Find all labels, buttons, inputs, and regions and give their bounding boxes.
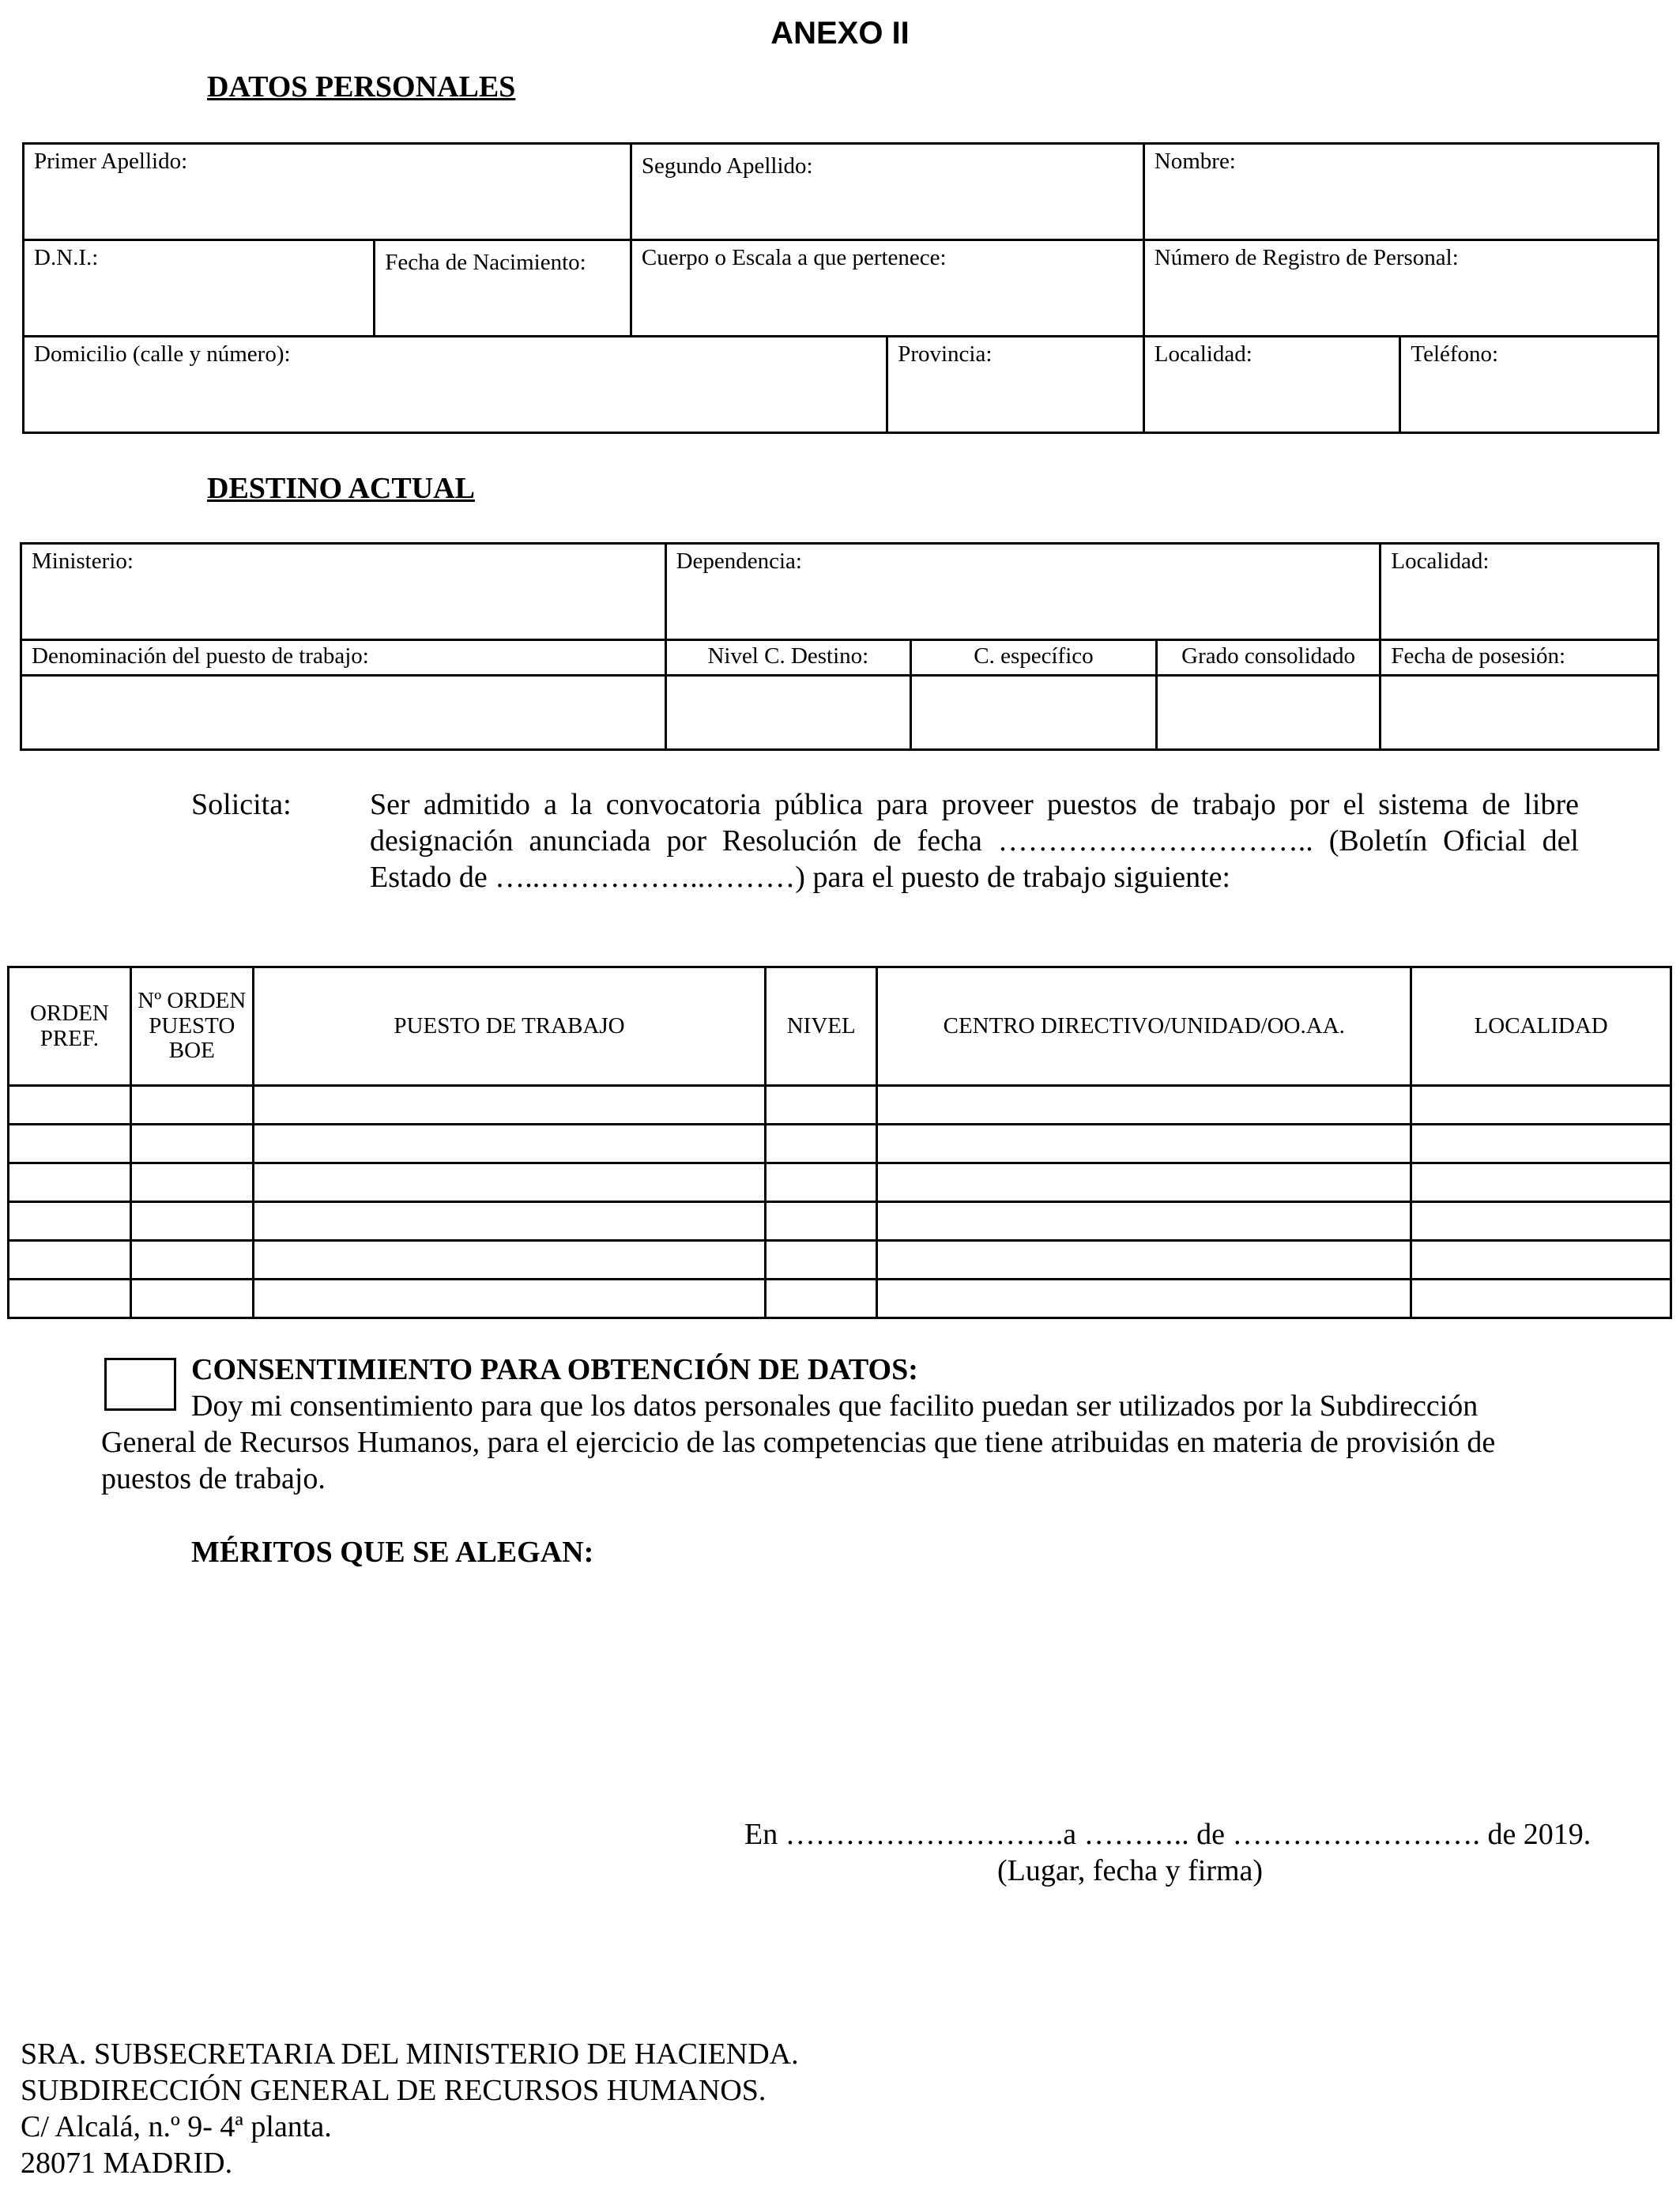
nombre-field[interactable] (1143, 144, 1658, 240)
table-cell[interactable] (1411, 1125, 1671, 1163)
table-cell[interactable] (1411, 1280, 1671, 1318)
table-cell[interactable] (766, 1241, 877, 1280)
table-cell[interactable] (253, 1163, 766, 1202)
table-cell[interactable] (130, 1280, 253, 1318)
fecha-nacimiento-field[interactable] (375, 240, 631, 337)
consentimiento-line-3: puestos de trabajo. (101, 1462, 326, 1495)
domicilio-field[interactable] (24, 337, 887, 433)
table-cell[interactable] (877, 1241, 1411, 1280)
datos-personales-heading: DATOS PERSONALES (207, 70, 516, 104)
solicita-line-3: Estado de …..……………..………) para el puesto de trabajo siguiente: (370, 861, 1231, 894)
destino-actual-heading: DESTINO ACTUAL (207, 472, 475, 505)
nrp-field[interactable] (1143, 240, 1658, 337)
destinatario-line-3: C/ Alcalá, n.º 9- 4ª planta. (21, 2110, 332, 2143)
header-orden-pref: ORDEN PREF. (9, 967, 131, 1086)
table-cell[interactable] (253, 1241, 766, 1280)
telefono-field[interactable] (1400, 337, 1659, 433)
solicita-label: Solicita: (191, 788, 292, 821)
table-row (9, 1163, 1671, 1202)
consentimiento-heading: CONSENTIMIENTO PARA OBTENCIÓN DE DATOS: (191, 1353, 918, 1386)
telefono-label: Teléfono: (1411, 341, 1499, 367)
table-cell[interactable] (9, 1280, 131, 1318)
table-cell[interactable] (877, 1125, 1411, 1163)
firma-caption: (Lugar, fecha y firma) (997, 1854, 1264, 1887)
nrp-label: Número de Registro de Personal: (1154, 245, 1459, 270)
table-cell[interactable] (253, 1086, 766, 1125)
table-row (9, 1125, 1671, 1163)
solicita-line-2: designación anunciada por Resolución de fecha ………………………….. (Boletín Oficial del (370, 824, 1579, 858)
dependencia-label: Dependencia: (676, 548, 802, 574)
destinatario-line-4: 28071 MADRID. (21, 2147, 233, 2180)
table-cell[interactable] (9, 1163, 131, 1202)
firma-line: En ……………………….a ……….. de ……………………. de 2019. (744, 1818, 1591, 1851)
nivel-destino-header: Nivel C. Destino: (665, 640, 911, 676)
header-centro-directivo: CENTRO DIRECTIVO/UNIDAD/OO.AA. (877, 967, 1411, 1086)
primer-apellido-field[interactable] (24, 144, 631, 240)
complemento-especifico-input[interactable] (911, 675, 1157, 749)
table-cell[interactable] (877, 1086, 1411, 1125)
destinatario-line-2: SUBDIRECCIÓN GENERAL DE RECURSOS HUMANOS. (21, 2074, 767, 2107)
header-puesto-trabajo: PUESTO DE TRABAJO (253, 967, 766, 1086)
cuerpo-escala-field[interactable] (631, 240, 1143, 337)
table-cell[interactable] (130, 1163, 253, 1202)
table-cell[interactable] (9, 1241, 131, 1280)
table-cell[interactable] (1411, 1202, 1671, 1241)
fecha-posesion-header: Fecha de posesión: (1381, 640, 1659, 676)
ministerio-label: Ministerio: (32, 548, 134, 574)
table-cell[interactable] (1411, 1086, 1671, 1125)
consentimiento-checkbox[interactable] (104, 1358, 176, 1411)
table-cell[interactable] (130, 1241, 253, 1280)
table-cell[interactable] (9, 1202, 131, 1241)
page-title: ANEXO II (770, 16, 910, 51)
table-cell[interactable] (253, 1280, 766, 1318)
domicilio-label: Domicilio (calle y número): (34, 341, 291, 367)
fecha-posesion-input[interactable] (1381, 675, 1659, 749)
localidad-label: Localidad: (1154, 341, 1252, 367)
cuerpo-escala-label: Cuerpo o Escala a que pertenece: (641, 245, 947, 270)
destino-localidad-field[interactable] (1381, 544, 1659, 640)
table-row (9, 1280, 1671, 1318)
table-cell[interactable] (766, 1125, 877, 1163)
localidad-field[interactable] (1143, 337, 1400, 433)
dependencia-field[interactable] (665, 544, 1381, 640)
fecha-nacimiento-label: Fecha de Nacimiento: (385, 250, 586, 275)
provincia-field[interactable] (887, 337, 1144, 433)
header-orden-puesto-boe: Nº ORDEN PUESTO BOE (130, 967, 253, 1086)
meritos-heading: MÉRITOS QUE SE ALEGAN: (191, 1536, 594, 1569)
header-localidad: LOCALIDAD (1411, 967, 1671, 1086)
table-cell[interactable] (130, 1202, 253, 1241)
destino-localidad-label: Localidad: (1391, 548, 1490, 574)
nivel-destino-input[interactable] (665, 675, 911, 749)
segundo-apellido-label: Segundo Apellido: (641, 153, 813, 179)
nombre-label: Nombre: (1154, 149, 1236, 174)
grado-consolidado-header: Grado consolidado (1156, 640, 1381, 676)
table-cell[interactable] (766, 1163, 877, 1202)
table-cell[interactable] (9, 1125, 131, 1163)
grado-consolidado-input[interactable] (1156, 675, 1381, 749)
table-cell[interactable] (130, 1086, 253, 1125)
table-cell[interactable] (1411, 1163, 1671, 1202)
table-row (9, 1241, 1671, 1280)
table-cell[interactable] (9, 1086, 131, 1125)
primer-apellido-label: Primer Apellido: (34, 149, 188, 174)
dni-label: D.N.I.: (34, 245, 99, 270)
ministerio-field[interactable] (21, 544, 666, 640)
puestos-table (7, 966, 1672, 1319)
header-nivel: NIVEL (766, 967, 877, 1086)
segundo-apellido-field[interactable] (631, 144, 1143, 240)
denominacion-header: Denominación del puesto de trabajo: (21, 640, 666, 676)
datos-personales-table (22, 142, 1659, 434)
table-row (9, 1086, 1671, 1125)
table-row (9, 1202, 1671, 1241)
destinatario-line-1: SRA. SUBSECRETARIA DEL MINISTERIO DE HACIENDA. (21, 2038, 799, 2071)
solicita-text (370, 786, 1579, 895)
table-cell[interactable] (766, 1280, 877, 1318)
complemento-especifico-header: C. específico (911, 640, 1157, 676)
table-cell[interactable] (253, 1125, 766, 1163)
table-cell[interactable] (253, 1202, 766, 1241)
table-cell[interactable] (766, 1086, 877, 1125)
table-cell[interactable] (877, 1202, 1411, 1241)
table-cell[interactable] (877, 1280, 1411, 1318)
dni-field[interactable] (24, 240, 375, 337)
denominacion-input[interactable] (21, 675, 666, 749)
consentimiento-line-1: Doy mi consentimiento para que los datos personales que facilito puedan ser utilizados por la Subdirección (191, 1389, 1478, 1423)
consentimiento-line-2: General de Recursos Humanos, para el ejercicio de las competencias que tiene atribuidas en materia de provisión de (101, 1426, 1496, 1459)
table-cell[interactable] (1411, 1241, 1671, 1280)
destino-actual-table (20, 542, 1659, 751)
solicita-line-1: Ser admitido a la convocatoria pública para proveer puestos de trabajo por el sistema de libre (370, 788, 1579, 821)
provincia-label: Provincia: (898, 341, 993, 367)
table-cell[interactable] (877, 1163, 1411, 1202)
table-cell[interactable] (766, 1202, 877, 1241)
table-cell[interactable] (130, 1125, 253, 1163)
destinatario-block (21, 2036, 799, 2181)
